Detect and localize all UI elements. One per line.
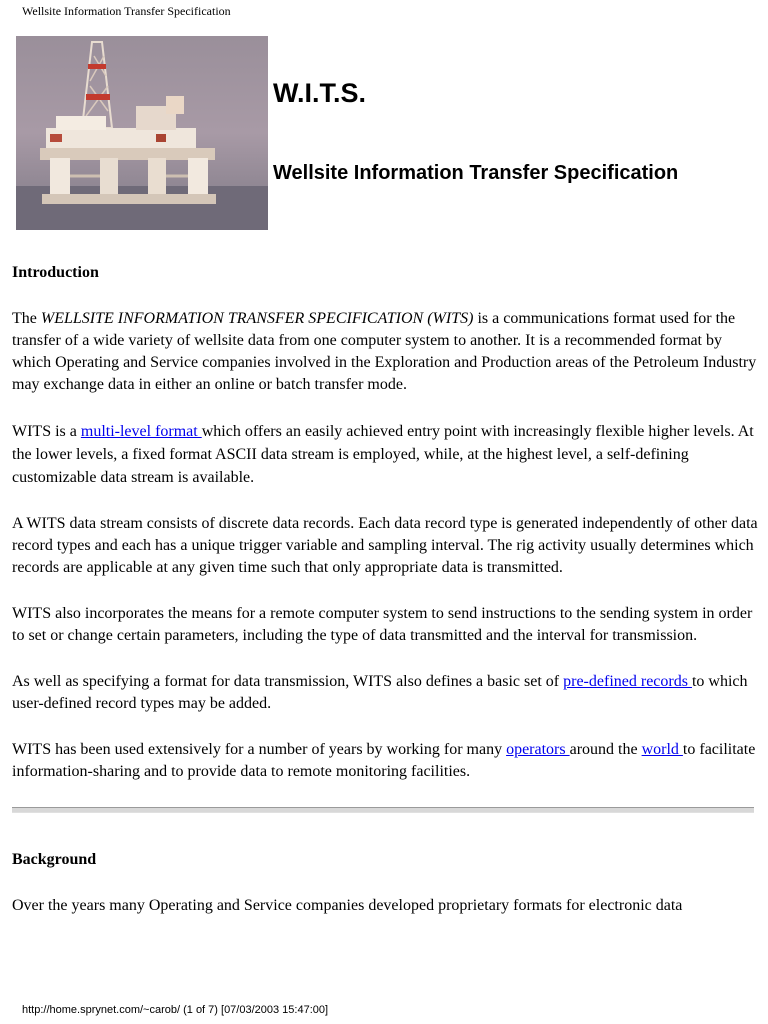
- print-header: Wellsite Information Transfer Specification: [22, 4, 231, 18]
- world-link[interactable]: world: [641, 741, 683, 758]
- intro-paragraph-6: WITS has been used extensively for a number of years by working for many operators around the world to facilitate information-sharing and to provide data to remote monitoring facilities.: [12, 741, 756, 780]
- page-title: W.I.T.S.: [273, 78, 367, 108]
- intro-paragraph-1: The WELLSITE INFORMATION TRANSFER SPECIFICATION (WITS) is a communications format used for the transfer of a wide variety of wellsite data from one computer system to another. It is a recommended format by which Operating and Service companies involved in the Exploration and Production areas of the Petroleum Industry may exchange data in either an online or batch transfer mode.: [12, 310, 757, 393]
- page-subtitle: Wellsite Information Transfer Specification: [273, 162, 679, 184]
- multi-level-format-link[interactable]: multi-level format: [80, 423, 202, 440]
- pre-defined-records-link[interactable]: pre-defined records: [563, 673, 692, 690]
- background-heading: Background: [12, 851, 97, 868]
- oil-rig-photo: [16, 36, 268, 230]
- intro-paragraph-4: WITS also incorporates the means for a remote computer system to send instructions to the sending system in order to set or change certain parameters, including the type of data transmitted and the interval for transmission.: [12, 605, 753, 644]
- intro-paragraph-3: A WITS data stream consists of discrete data records. Each data record type is generated independently of other data record types and each has a unique trigger variable and sampling interval. The rig activity usually determines which records are applicable at any given time such that only appropriate data is transmitted.: [12, 515, 758, 576]
- main-content: [12, 262, 762, 917]
- introduction-heading: Introduction: [12, 264, 99, 281]
- intro-paragraph-5: As well as specifying a format for data transmission, WITS also defines a basic set of pre-defined records to which user-defined record types may be added.: [12, 673, 748, 712]
- operators-link[interactable]: operators: [506, 741, 570, 758]
- background-paragraph-1: Over the years many Operating and Service companies developed proprietary formats for electronic data: [12, 897, 683, 914]
- wits-full-name: WELLSITE INFORMATION TRANSFER SPECIFICATION (WITS): [40, 310, 474, 327]
- intro-paragraph-2: WITS is a multi-level format which offers an easily achieved entry point with increasingly flexible higher levels. At the lower levels, a fixed format ASCII data stream is employed, while, at the highest level, a self-defining customizable data stream is available.: [12, 423, 754, 486]
- print-footer: http://home.sprynet.com/~carob/ (1 of 7) [07/03/2003 15:47:00]: [22, 1004, 329, 1016]
- section-divider: [12, 807, 754, 813]
